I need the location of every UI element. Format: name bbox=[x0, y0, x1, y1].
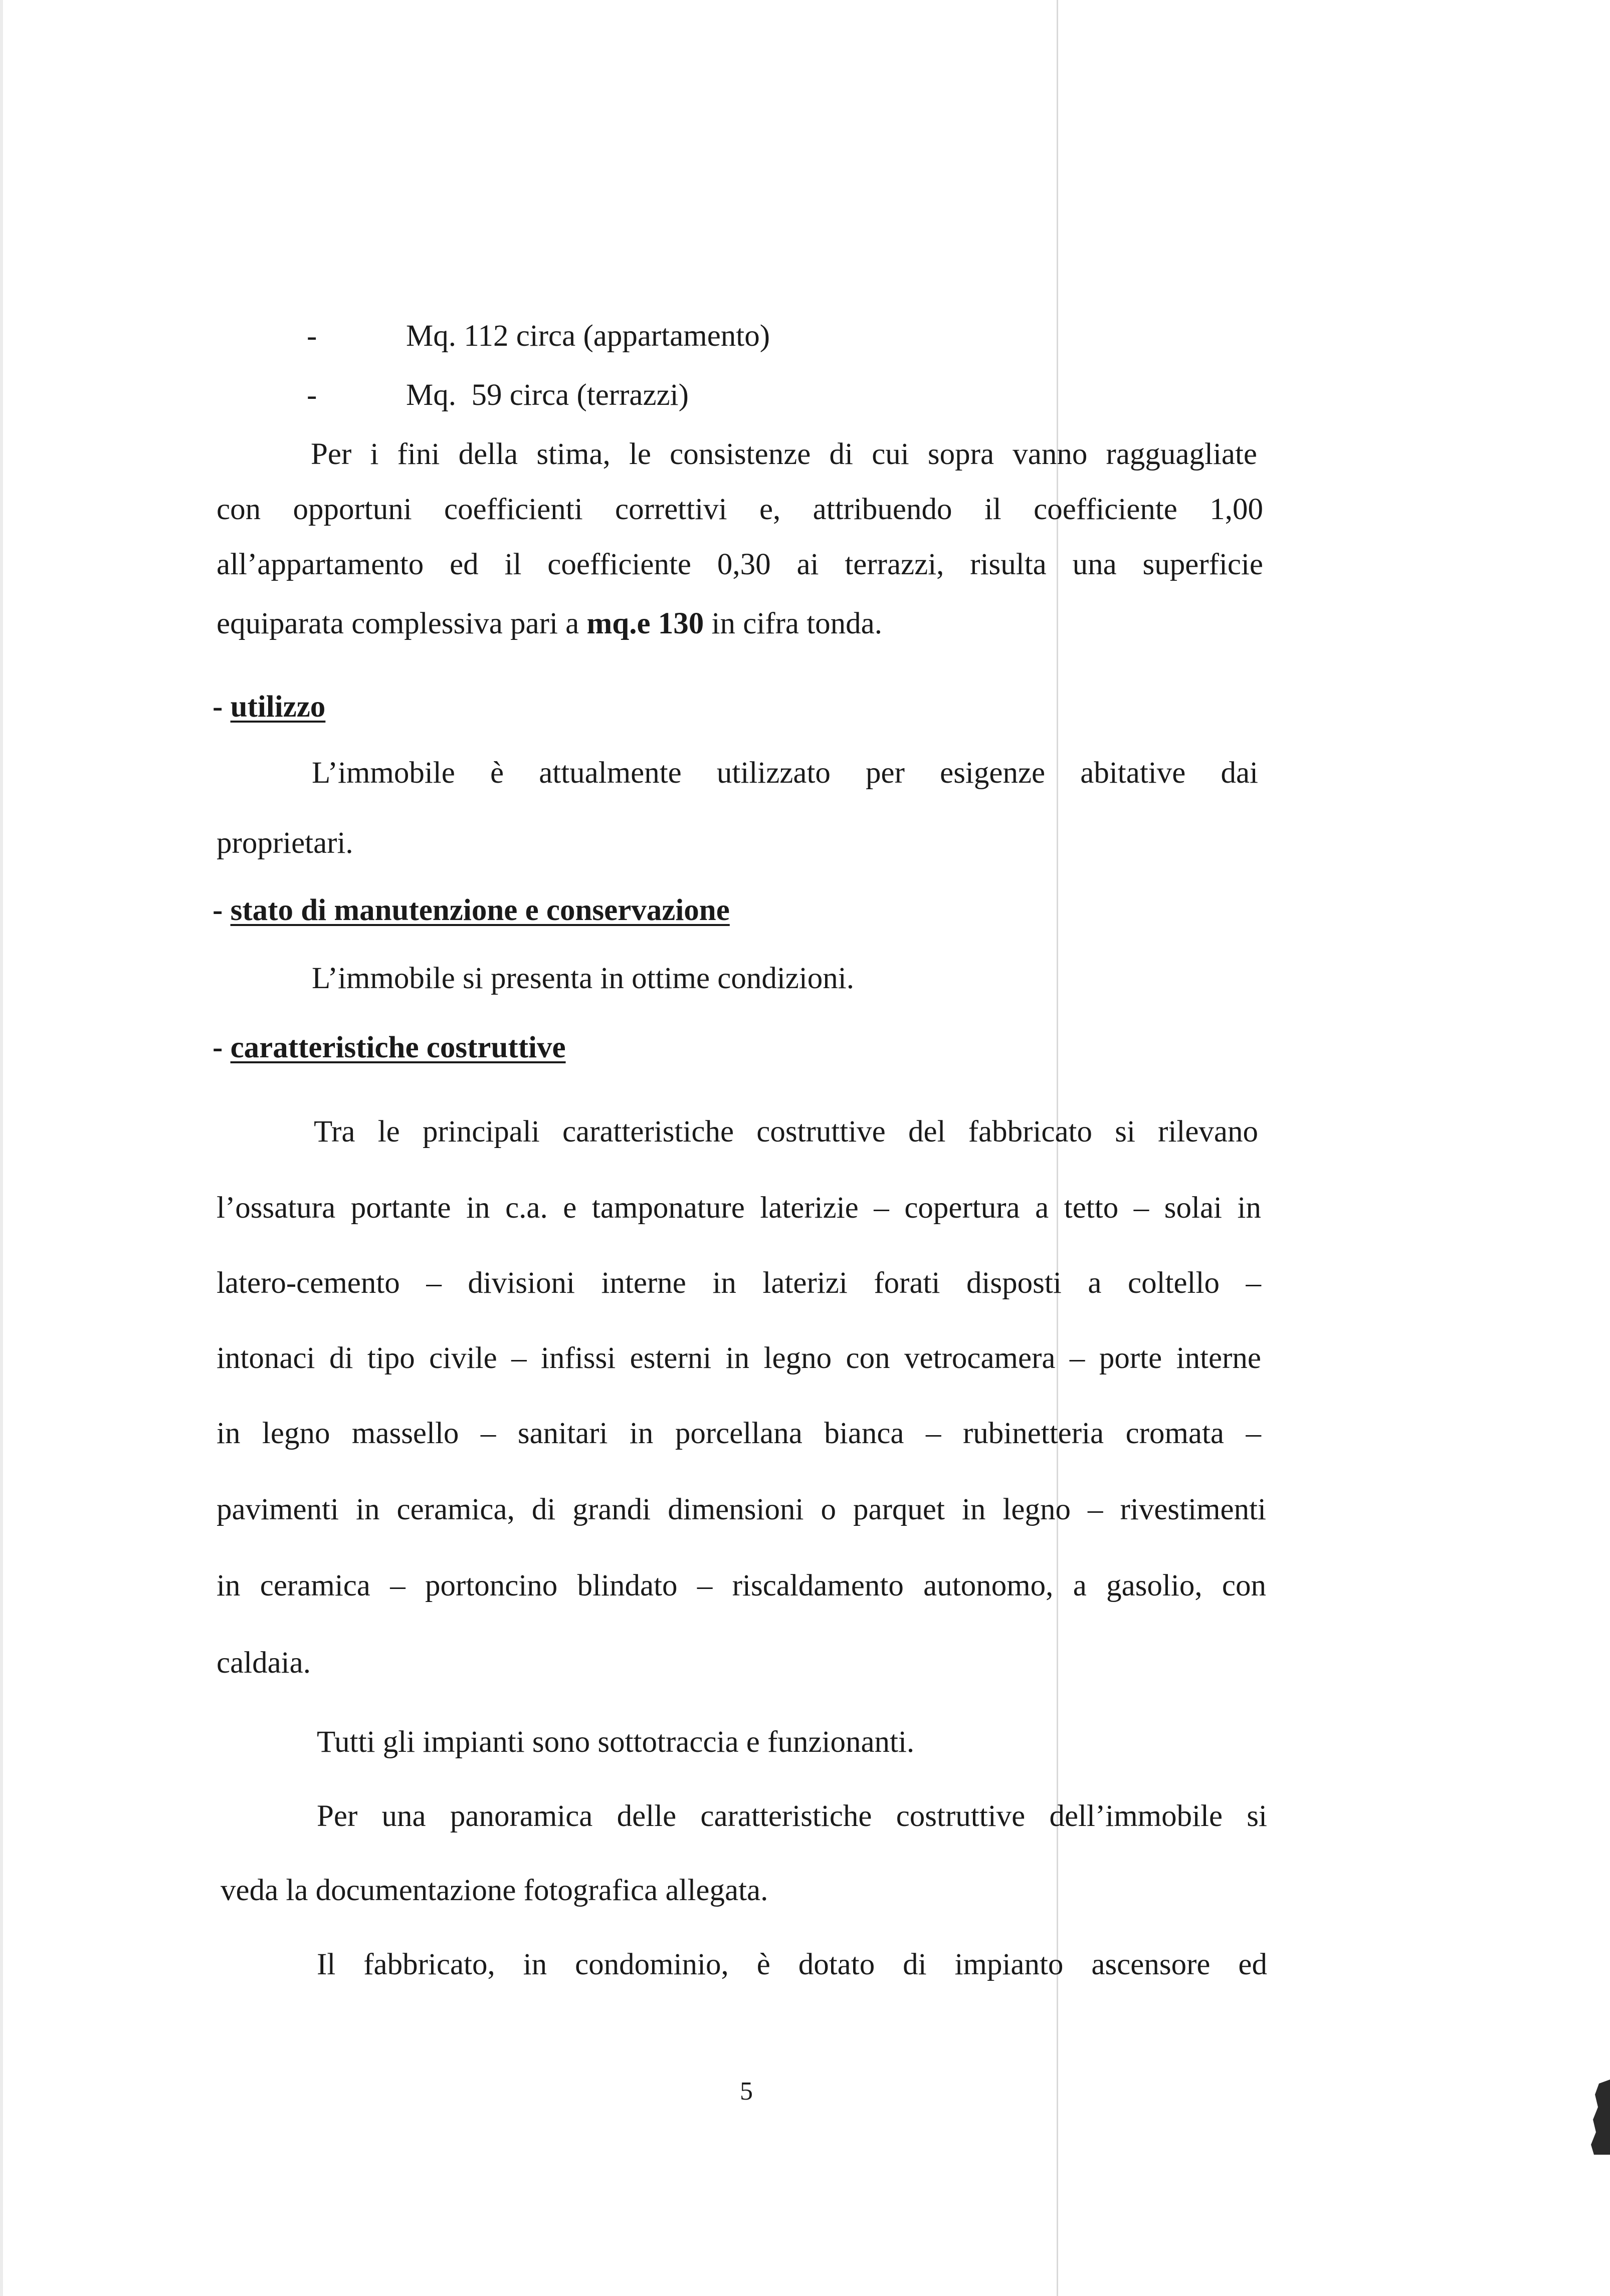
paragraph-consistenze-line-3: all’appartamento ed il coefficiente 0,30 ai terrazzi, risulta una superficie bbox=[217, 548, 1263, 581]
panoramica-line-2: veda la documentazione fotografica allegata. bbox=[221, 1874, 768, 1907]
list-item-terrazzi: Mq. 59 circa (terrazzi) bbox=[406, 378, 689, 412]
paragraph-consistenze-line-4 bbox=[217, 608, 882, 639]
caratteristiche-line-1: Tra le principali caratteristiche costruttive del fabbricato si rilevano bbox=[314, 1115, 1258, 1149]
caratteristiche-line-5: in legno massello – sanitari in porcellana bianca – rubinetteria cromata – bbox=[217, 1417, 1261, 1450]
caratteristiche-line-6: pavimenti in ceramica, di grandi dimensioni o parquet in legno – rivestimenti bbox=[217, 1493, 1266, 1526]
page-number: 5 bbox=[740, 2077, 753, 2106]
scan-artifact-mark bbox=[1584, 2080, 1610, 2155]
utilizzo-line-2: proprietari. bbox=[217, 826, 353, 860]
paragraph-consistenze-line-2: con opportuni coefficienti correttivi e, attribuendo il coefficiente 1,00 bbox=[217, 493, 1263, 526]
section-heading-stato bbox=[213, 895, 730, 926]
heading-prefix: - bbox=[213, 893, 231, 927]
consistenze-text-before: equiparata complessiva pari a bbox=[217, 607, 587, 640]
heading-prefix: - bbox=[213, 690, 231, 724]
section-heading-utilizzo bbox=[213, 692, 325, 722]
caratteristiche-line-8: caldaia. bbox=[217, 1646, 311, 1680]
utilizzo-line-1: L’immobile è attualmente utilizzato per esigenze abitative dai bbox=[312, 756, 1258, 790]
superficie-equiparata-value: mq.e 130 bbox=[586, 607, 704, 640]
heading-prefix: - bbox=[213, 1031, 231, 1064]
caratteristiche-line-3: latero-cemento – divisioni interne in laterizi forati disposti a coltello – bbox=[217, 1266, 1261, 1300]
heading-title: stato di manutenzione e conservazione bbox=[230, 893, 730, 927]
impianti-line: Tutti gli impianti sono sottotraccia e funzionanti. bbox=[317, 1725, 915, 1759]
panoramica-line-1: Per una panoramica delle caratteristiche costruttive dell’immobile si bbox=[317, 1799, 1267, 1833]
list-bullet-1: - bbox=[307, 319, 317, 353]
list-bullet-2: - bbox=[307, 378, 317, 412]
paragraph-consistenze-line-1: Per i fini della stima, le consistenze di cui sopra vanno ragguagliate bbox=[311, 437, 1257, 471]
heading-title: utilizzo bbox=[230, 690, 326, 724]
stato-line-1: L’immobile si presenta in ottime condizioni. bbox=[312, 962, 855, 995]
caratteristiche-line-7: in ceramica – portoncino blindato – riscaldamento autonomo, a gasolio, con bbox=[217, 1569, 1266, 1602]
section-heading-caratteristiche bbox=[213, 1032, 566, 1063]
caratteristiche-line-2: l’ossatura portante in c.a. e tamponature laterizie – copertura a tetto – solai in bbox=[217, 1191, 1261, 1225]
heading-title: caratteristiche costruttive bbox=[230, 1031, 566, 1064]
consistenze-text-after: in cifra tonda. bbox=[704, 607, 882, 640]
fabbricato-line-1: Il fabbricato, in condominio, è dotato di impianto ascensore ed bbox=[317, 1948, 1267, 1981]
scan-edge-shadow bbox=[0, 0, 3, 2296]
caratteristiche-line-4: intonaci di tipo civile – infissi esterni in legno con vetrocamera – porte interne bbox=[217, 1341, 1261, 1375]
list-item-appartamento: Mq. 112 circa (appartamento) bbox=[406, 319, 770, 353]
